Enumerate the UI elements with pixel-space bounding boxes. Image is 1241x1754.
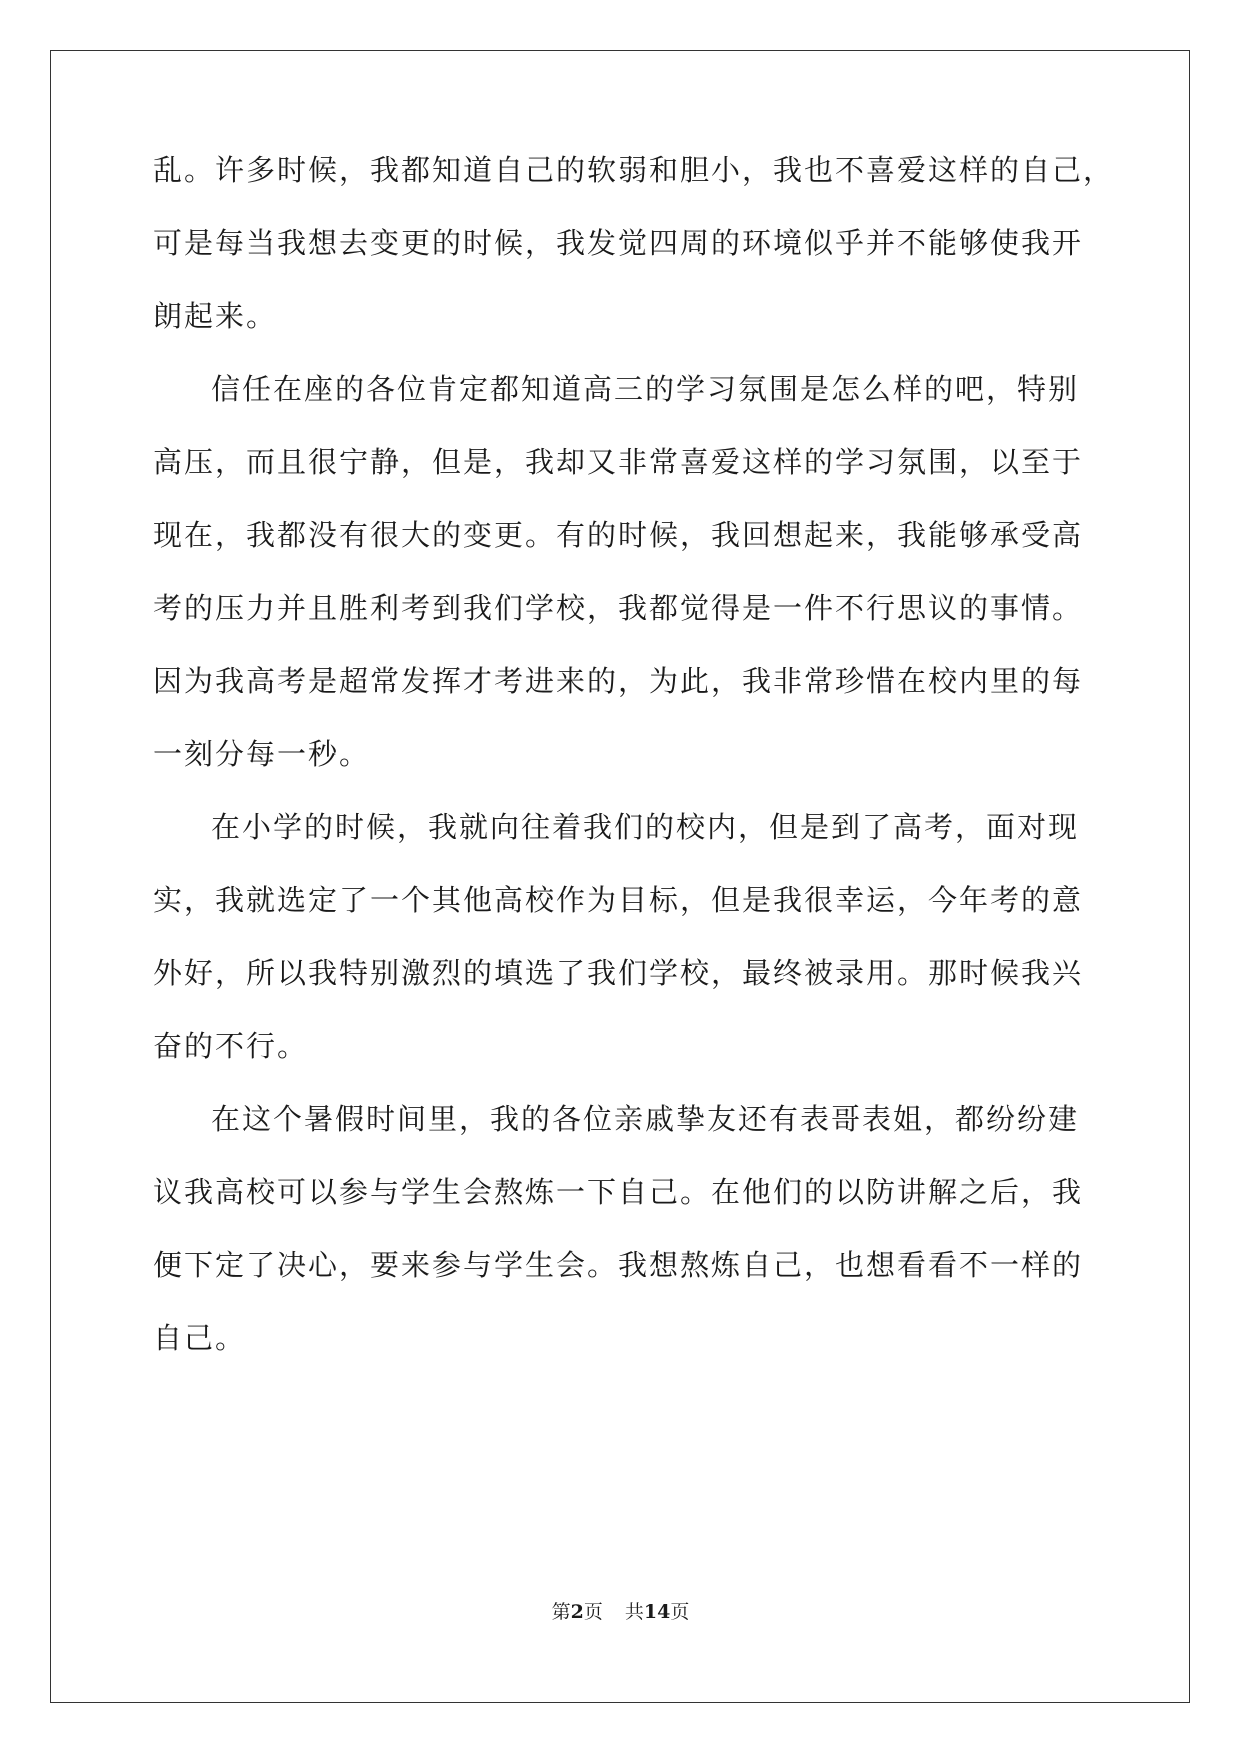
- text-line: 外好，所以我特别激烈的填选了我们学校，最终被录用。那时候我兴: [153, 956, 1084, 990]
- text-line: 议我高校可以参与学生会熬炼一下自己。在他们的以防讲解之后，我: [153, 1175, 1084, 1209]
- page-suffix: 页: [583, 1601, 603, 1623]
- text-line: 一刻分每一秒。: [153, 737, 371, 771]
- paragraph-start-line: 在小学的时候，我就向往着我们的校内，但是到了高考，面对现: [211, 810, 1080, 844]
- paragraph-start-line: 在这个暑假时间里，我的各位亲戚挚友还有表哥表姐，都纷纷建: [211, 1102, 1080, 1136]
- text-line: 奋的不行。: [153, 1029, 309, 1063]
- page-prefix: 第: [551, 1601, 571, 1623]
- total-suffix: 页: [670, 1601, 690, 1623]
- total-pages: 14: [643, 1601, 671, 1623]
- text-line: 朗起来。: [153, 299, 278, 333]
- paragraph-start-line: 信任在座的各位肯定都知道高三的学习氛围是怎么样的吧，特别: [211, 372, 1080, 406]
- text-line: 便下定了决心，要来参与学生会。我想熬炼自己，也想看看不一样的: [153, 1248, 1084, 1282]
- text-line: 现在，我都没有很大的变更。有的时候，我回想起来，我能够承受高: [153, 518, 1084, 552]
- text-line: 高压，而且很宁静，但是，我却又非常喜爱这样的学习氛围，以至于: [153, 445, 1084, 479]
- text-line: 实，我就选定了一个其他高校作为目标，但是我很幸运，今年考的意: [153, 883, 1084, 917]
- text-line: 乱。许多时候，我都知道自己的软弱和胆小，我也不喜爱这样的自己，: [153, 153, 1115, 187]
- page-footer: [0, 1600, 1241, 1624]
- total-prefix: 共: [624, 1601, 644, 1623]
- text-line: 自己。: [153, 1321, 247, 1355]
- page-number: 2: [570, 1601, 584, 1623]
- text-line: 可是每当我想去变更的时候，我发觉四周的环境似乎并不能够使我开: [153, 226, 1084, 260]
- text-line: 因为我高考是超常发挥才考进来的，为此，我非常珍惜在校内里的每: [153, 664, 1084, 698]
- text-line: 考的压力并且胜利考到我们学校，我都觉得是一件不行思议的事情。: [153, 591, 1084, 625]
